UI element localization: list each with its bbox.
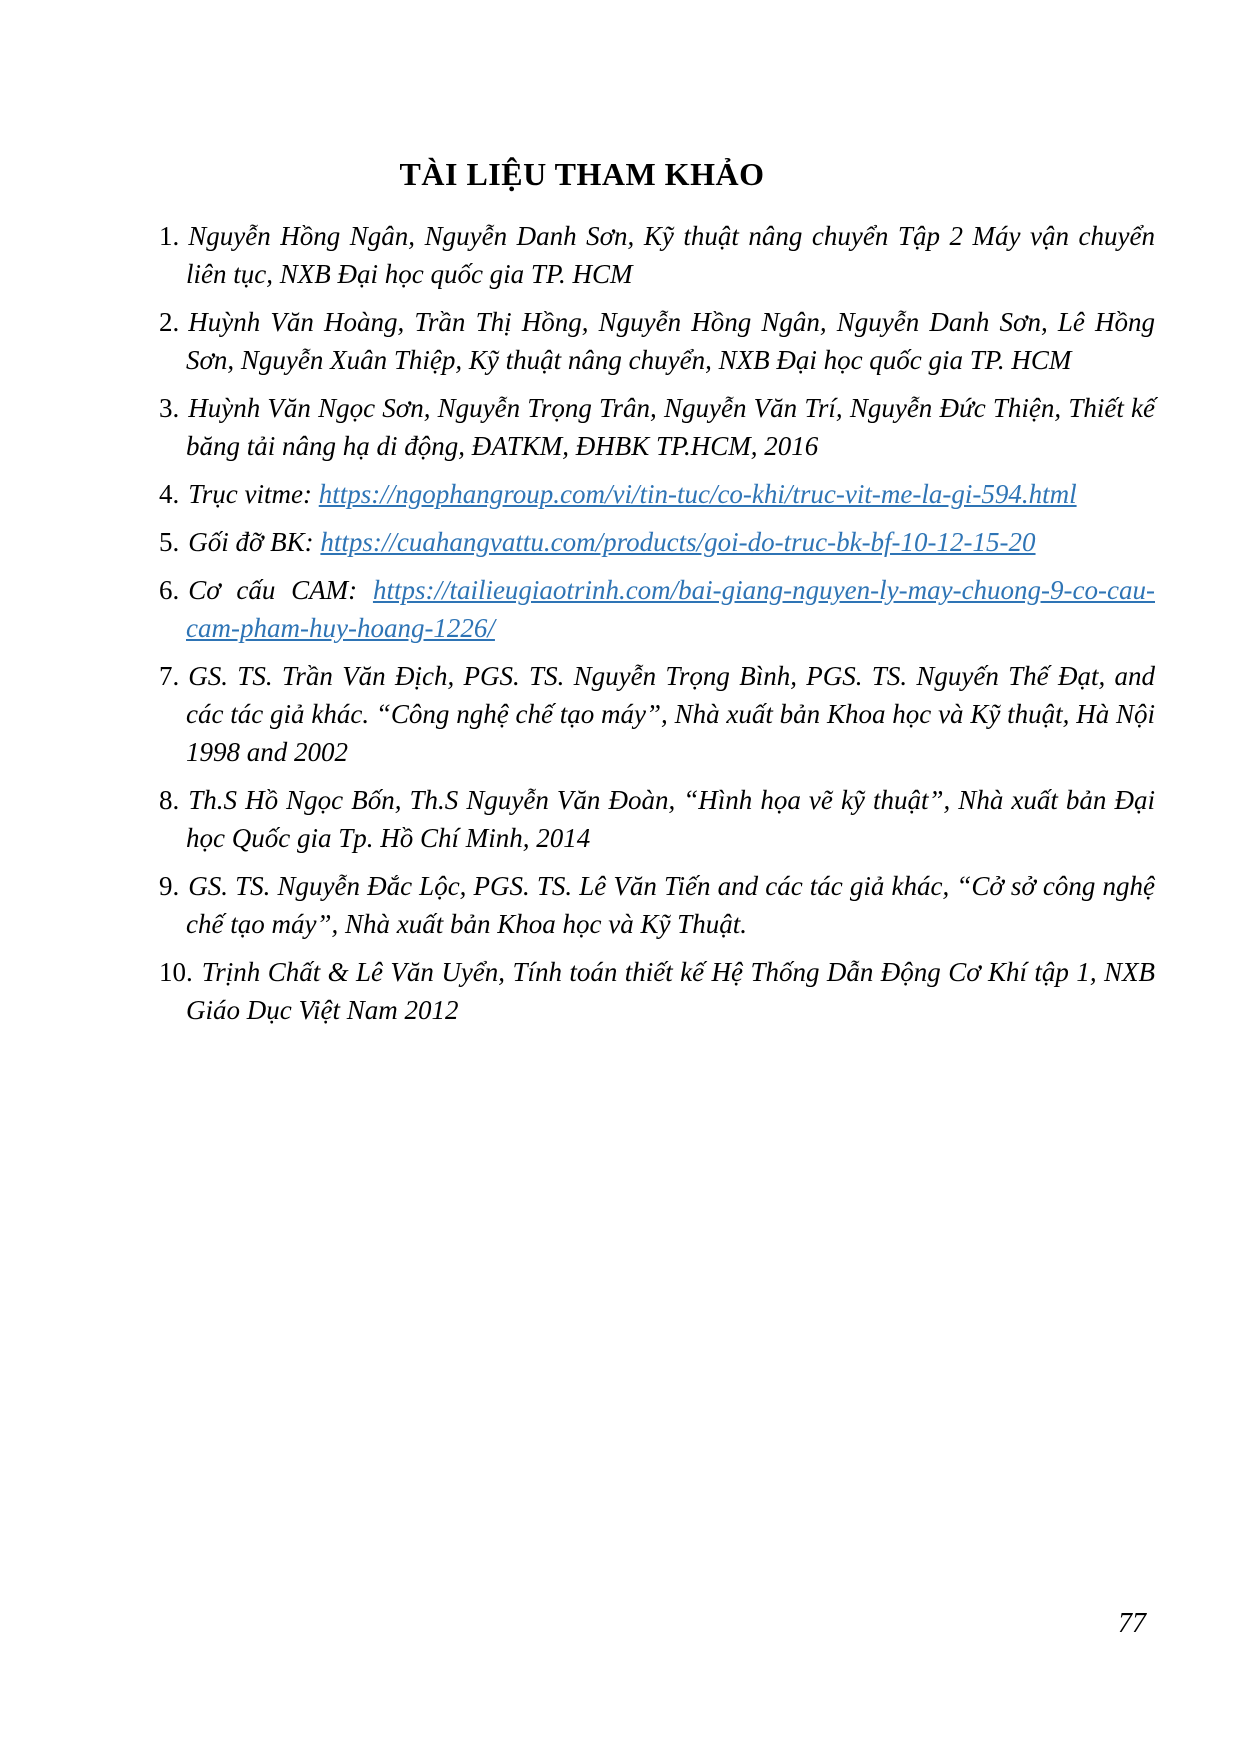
reference-item xyxy=(159,303,1155,379)
reference-text: Trục vitme: xyxy=(188,479,319,509)
reference-text: Cơ cấu CAM: xyxy=(188,575,373,605)
reference-number: 5. xyxy=(159,527,180,557)
reference-text: Huỳnh Văn Ngọc Sơn, Nguyễn Trọng Trân, Nguyễn Văn Trí, Nguyễn Đức Thiện, Thiết kế băng tải nâng hạ di động, ĐATKM, ĐHBK TP.HCM, 2016 xyxy=(186,393,1155,461)
reference-number: 6. xyxy=(159,575,180,605)
reference-text: Gối đỡ BK: xyxy=(188,527,321,557)
reference-number: 9. xyxy=(159,871,180,901)
reference-link[interactable]: https://cuahangvattu.com/products/goi-do-truc-bk-bf-10-12-15-20 xyxy=(320,527,1036,557)
reference-text: Huỳnh Văn Hoàng, Trần Thị Hồng, Nguyễn Hồng Ngân, Nguyễn Danh Sơn, Lê Hồng Sơn, Nguyễn Xuân Thiệp, Kỹ thuật nâng chuyển, NXB Đại học quốc gia TP. HCM xyxy=(186,307,1155,375)
page-title: TÀI LIỆU THAM KHẢO xyxy=(399,156,765,192)
reference-text: Th.S Hồ Ngọc Bốn, Th.S Nguyễn Văn Đoàn, “Hình họa vẽ kỹ thuật”, Nhà xuất bản Đại học Quốc gia Tp. Hồ Chí Minh, 2014 xyxy=(186,785,1155,853)
reference-item xyxy=(159,389,1155,465)
reference-text: Nguyễn Hồng Ngân, Nguyễn Danh Sơn, Kỹ thuật nâng chuyển Tập 2 Máy vận chuyển liên tục, NXB Đại học quốc gia TP. HCM xyxy=(186,221,1155,289)
reference-text: GS. TS. Nguyễn Đắc Lộc, PGS. TS. Lê Văn Tiến and các tác giả khác, “Cở sở công nghệ chế tạo máy”, Nhà xuất bản Khoa học và Kỹ Thuật. xyxy=(186,871,1155,939)
reference-number: 3. xyxy=(159,393,180,423)
reference-text: GS. TS. Trần Văn Địch, PGS. TS. Nguyễn Trọng Bình, PGS. TS. Nguyến Thế Đạt, and các tác giả khác. “Công nghệ chế tạo máy”, Nhà xuất bản Khoa học và Kỹ thuật, Hà Nội 1998 and 2002 xyxy=(186,661,1155,767)
reference-item xyxy=(159,217,1155,293)
reference-link[interactable]: https://tailieugiaotrinh.com/bai-giang-nguyen-ly-may-chuong-9-co-cau-cam-pham-huy-hoang-1226/ xyxy=(186,575,1155,643)
reference-item xyxy=(159,867,1155,943)
reference-number: 4. xyxy=(159,479,180,509)
references-section xyxy=(159,156,1155,1039)
reference-number: 1. xyxy=(159,221,180,251)
reference-item xyxy=(159,523,1155,561)
reference-item xyxy=(159,571,1155,647)
reference-number: 10. xyxy=(159,957,193,987)
reference-number: 7. xyxy=(159,661,180,691)
reference-number: 2. xyxy=(159,307,180,337)
page-number: 77 xyxy=(1118,1608,1146,1639)
reference-text: Trịnh Chất & Lê Văn Uyển, Tính toán thiết kế Hệ Thống Dẫn Động Cơ Khí tập 1, NXB Giáo Dục Việt Nam 2012 xyxy=(186,957,1155,1025)
reference-item xyxy=(159,781,1155,857)
reference-number: 8. xyxy=(159,785,180,815)
reference-list xyxy=(159,217,1155,1029)
reference-link[interactable]: https://ngophangroup.com/vi/tin-tuc/co-khi/truc-vit-me-la-gi-594.html xyxy=(318,479,1077,509)
reference-item xyxy=(159,475,1155,513)
reference-item xyxy=(159,657,1155,771)
reference-item xyxy=(159,953,1155,1029)
